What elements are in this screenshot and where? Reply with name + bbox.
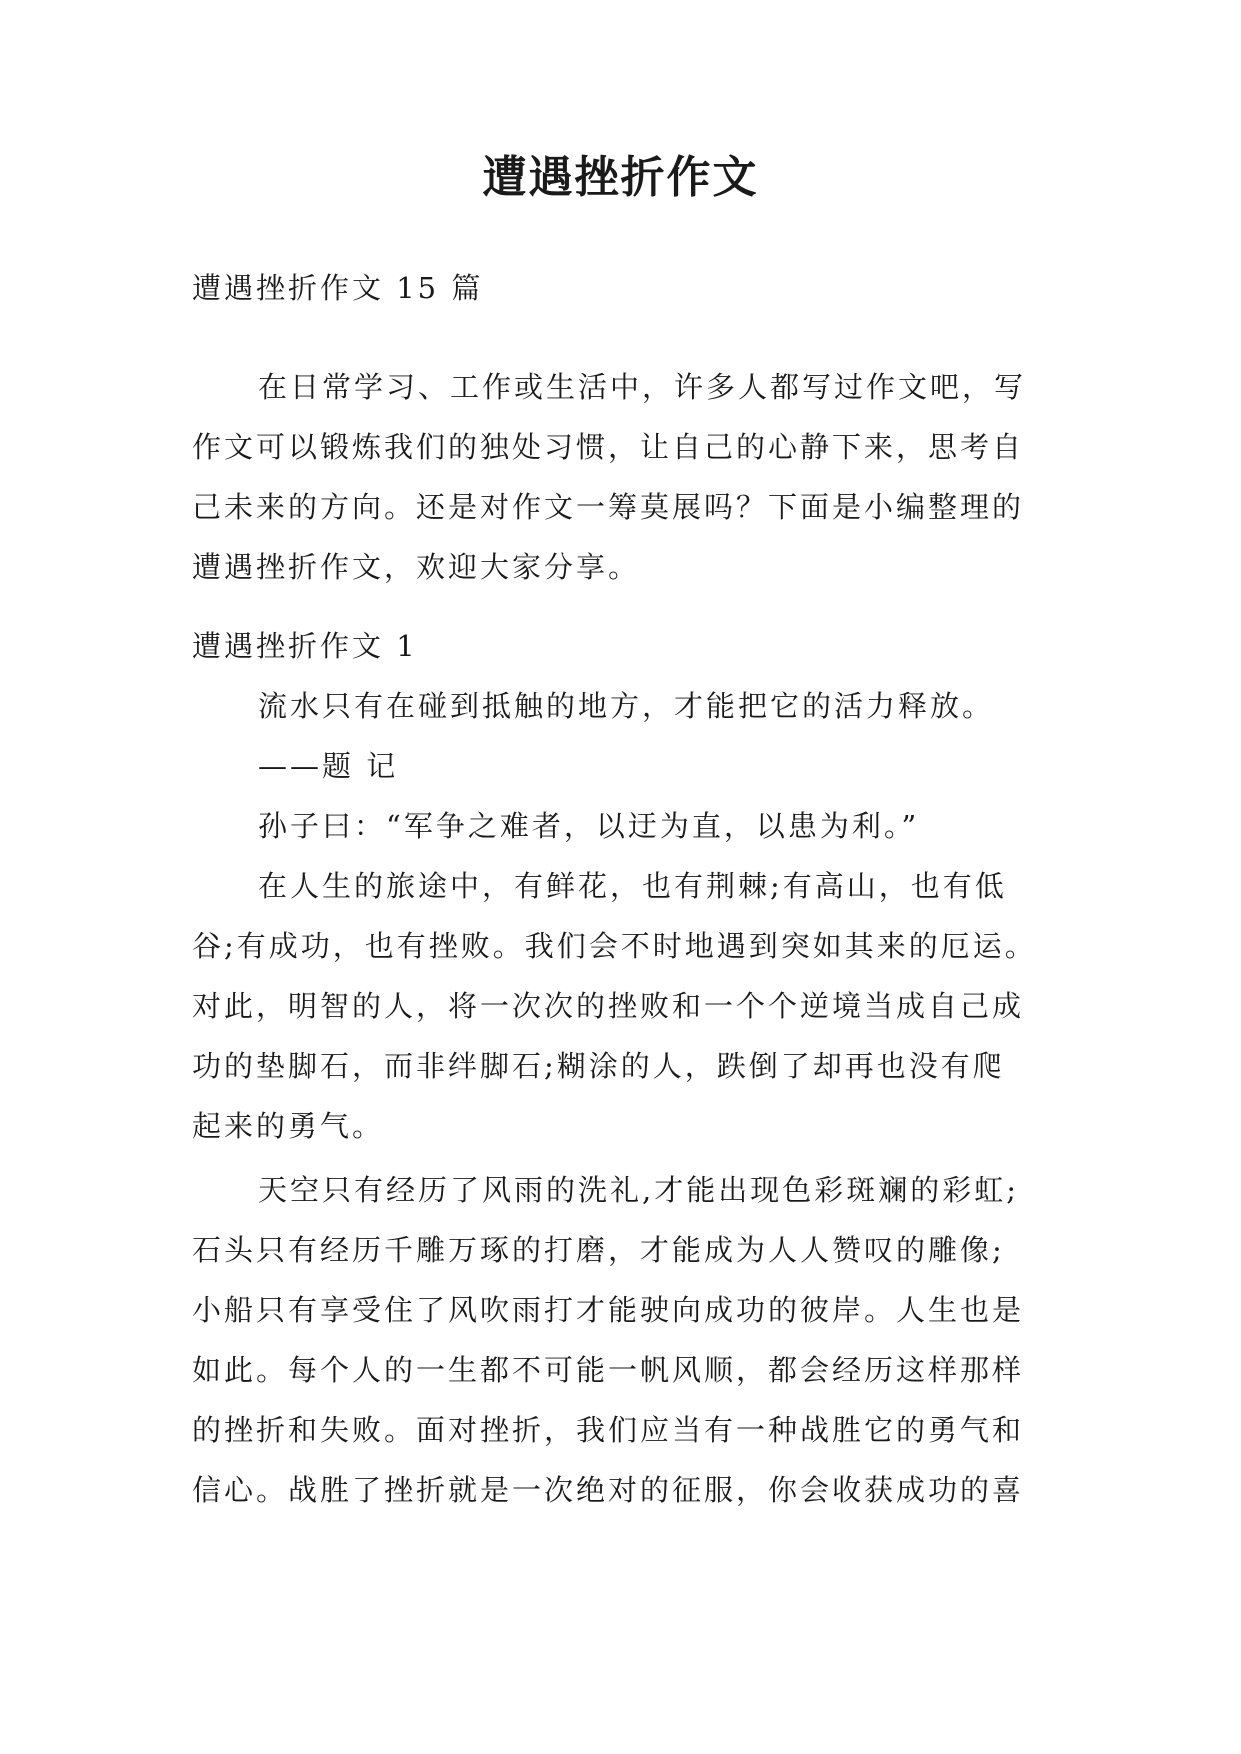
intro-paragraph xyxy=(192,357,1072,597)
epigraph-block xyxy=(192,676,1072,856)
section-heading-text: 遭遇挫折作文 1 xyxy=(192,629,418,663)
epigraph-text: 流水只有在碰到抵触的地方，才能把它的活力释放。 xyxy=(258,689,995,723)
document-title: 遭遇挫折作文 xyxy=(482,152,759,203)
epigraph-note: ——题 记 xyxy=(258,749,399,783)
paragraph-line: 的挫折和失败。面对挫折，我们应当有一种战胜它的勇气和 xyxy=(192,1413,1025,1447)
paragraph-line: 功的垫脚石，而非绊脚石;糊涂的人，跌倒了却再也没有爬 xyxy=(192,1049,1005,1083)
intro-line: 遭遇挫折作文，欢迎大家分享。 xyxy=(192,550,641,584)
paragraph-line: 如此。每个人的一生都不可能一帆风顺，都会经历这样那样 xyxy=(192,1353,1025,1387)
paragraph-line: 起来的勇气。 xyxy=(192,1109,385,1143)
section-heading xyxy=(192,616,1072,676)
paragraph-line: 对此，明智的人，将一次次的挫败和一个个逆境当成自己成 xyxy=(192,989,1025,1023)
paragraph-line: 小船只有享受住了风吹雨打才能驶向成功的彼岸。人生也是 xyxy=(192,1293,1025,1327)
paragraph-line: 在人生的旅途中，有鲜花，也有荆棘;有高山，也有低 xyxy=(258,869,1007,903)
paragraph-1 xyxy=(192,856,1072,1156)
intro-line: 作文可以锻炼我们的独处习惯，让自己的心静下来，思考自 xyxy=(192,430,1025,464)
intro-line: 在日常学习、工作或生活中，许多人都写过作文吧，写 xyxy=(258,370,1027,404)
document-subtitle xyxy=(192,258,1072,318)
quote-text: 孙子曰：“军争之难者，以迂为直，以患为利。” xyxy=(258,809,920,843)
paragraph-line: 石头只有经历千雕万琢的打磨，才能成为人人赞叹的雕像; xyxy=(192,1233,1005,1267)
paragraph-2 xyxy=(192,1160,1072,1520)
paragraph-line: 天空只有经历了风雨的洗礼,才能出现色彩斑斓的彩虹; xyxy=(258,1173,1019,1207)
paragraph-line: 信心。战胜了挫折就是一次绝对的征服，你会收获成功的喜 xyxy=(192,1473,1025,1507)
paragraph-line: 谷;有成功，也有挫败。我们会不时地遇到突如其来的厄运。 xyxy=(192,929,1037,963)
intro-line: 己未来的方向。还是对作文一筹莫展吗？下面是小编整理的 xyxy=(192,490,1025,524)
subtitle-text: 遭遇挫折作文 15 篇 xyxy=(192,271,484,305)
